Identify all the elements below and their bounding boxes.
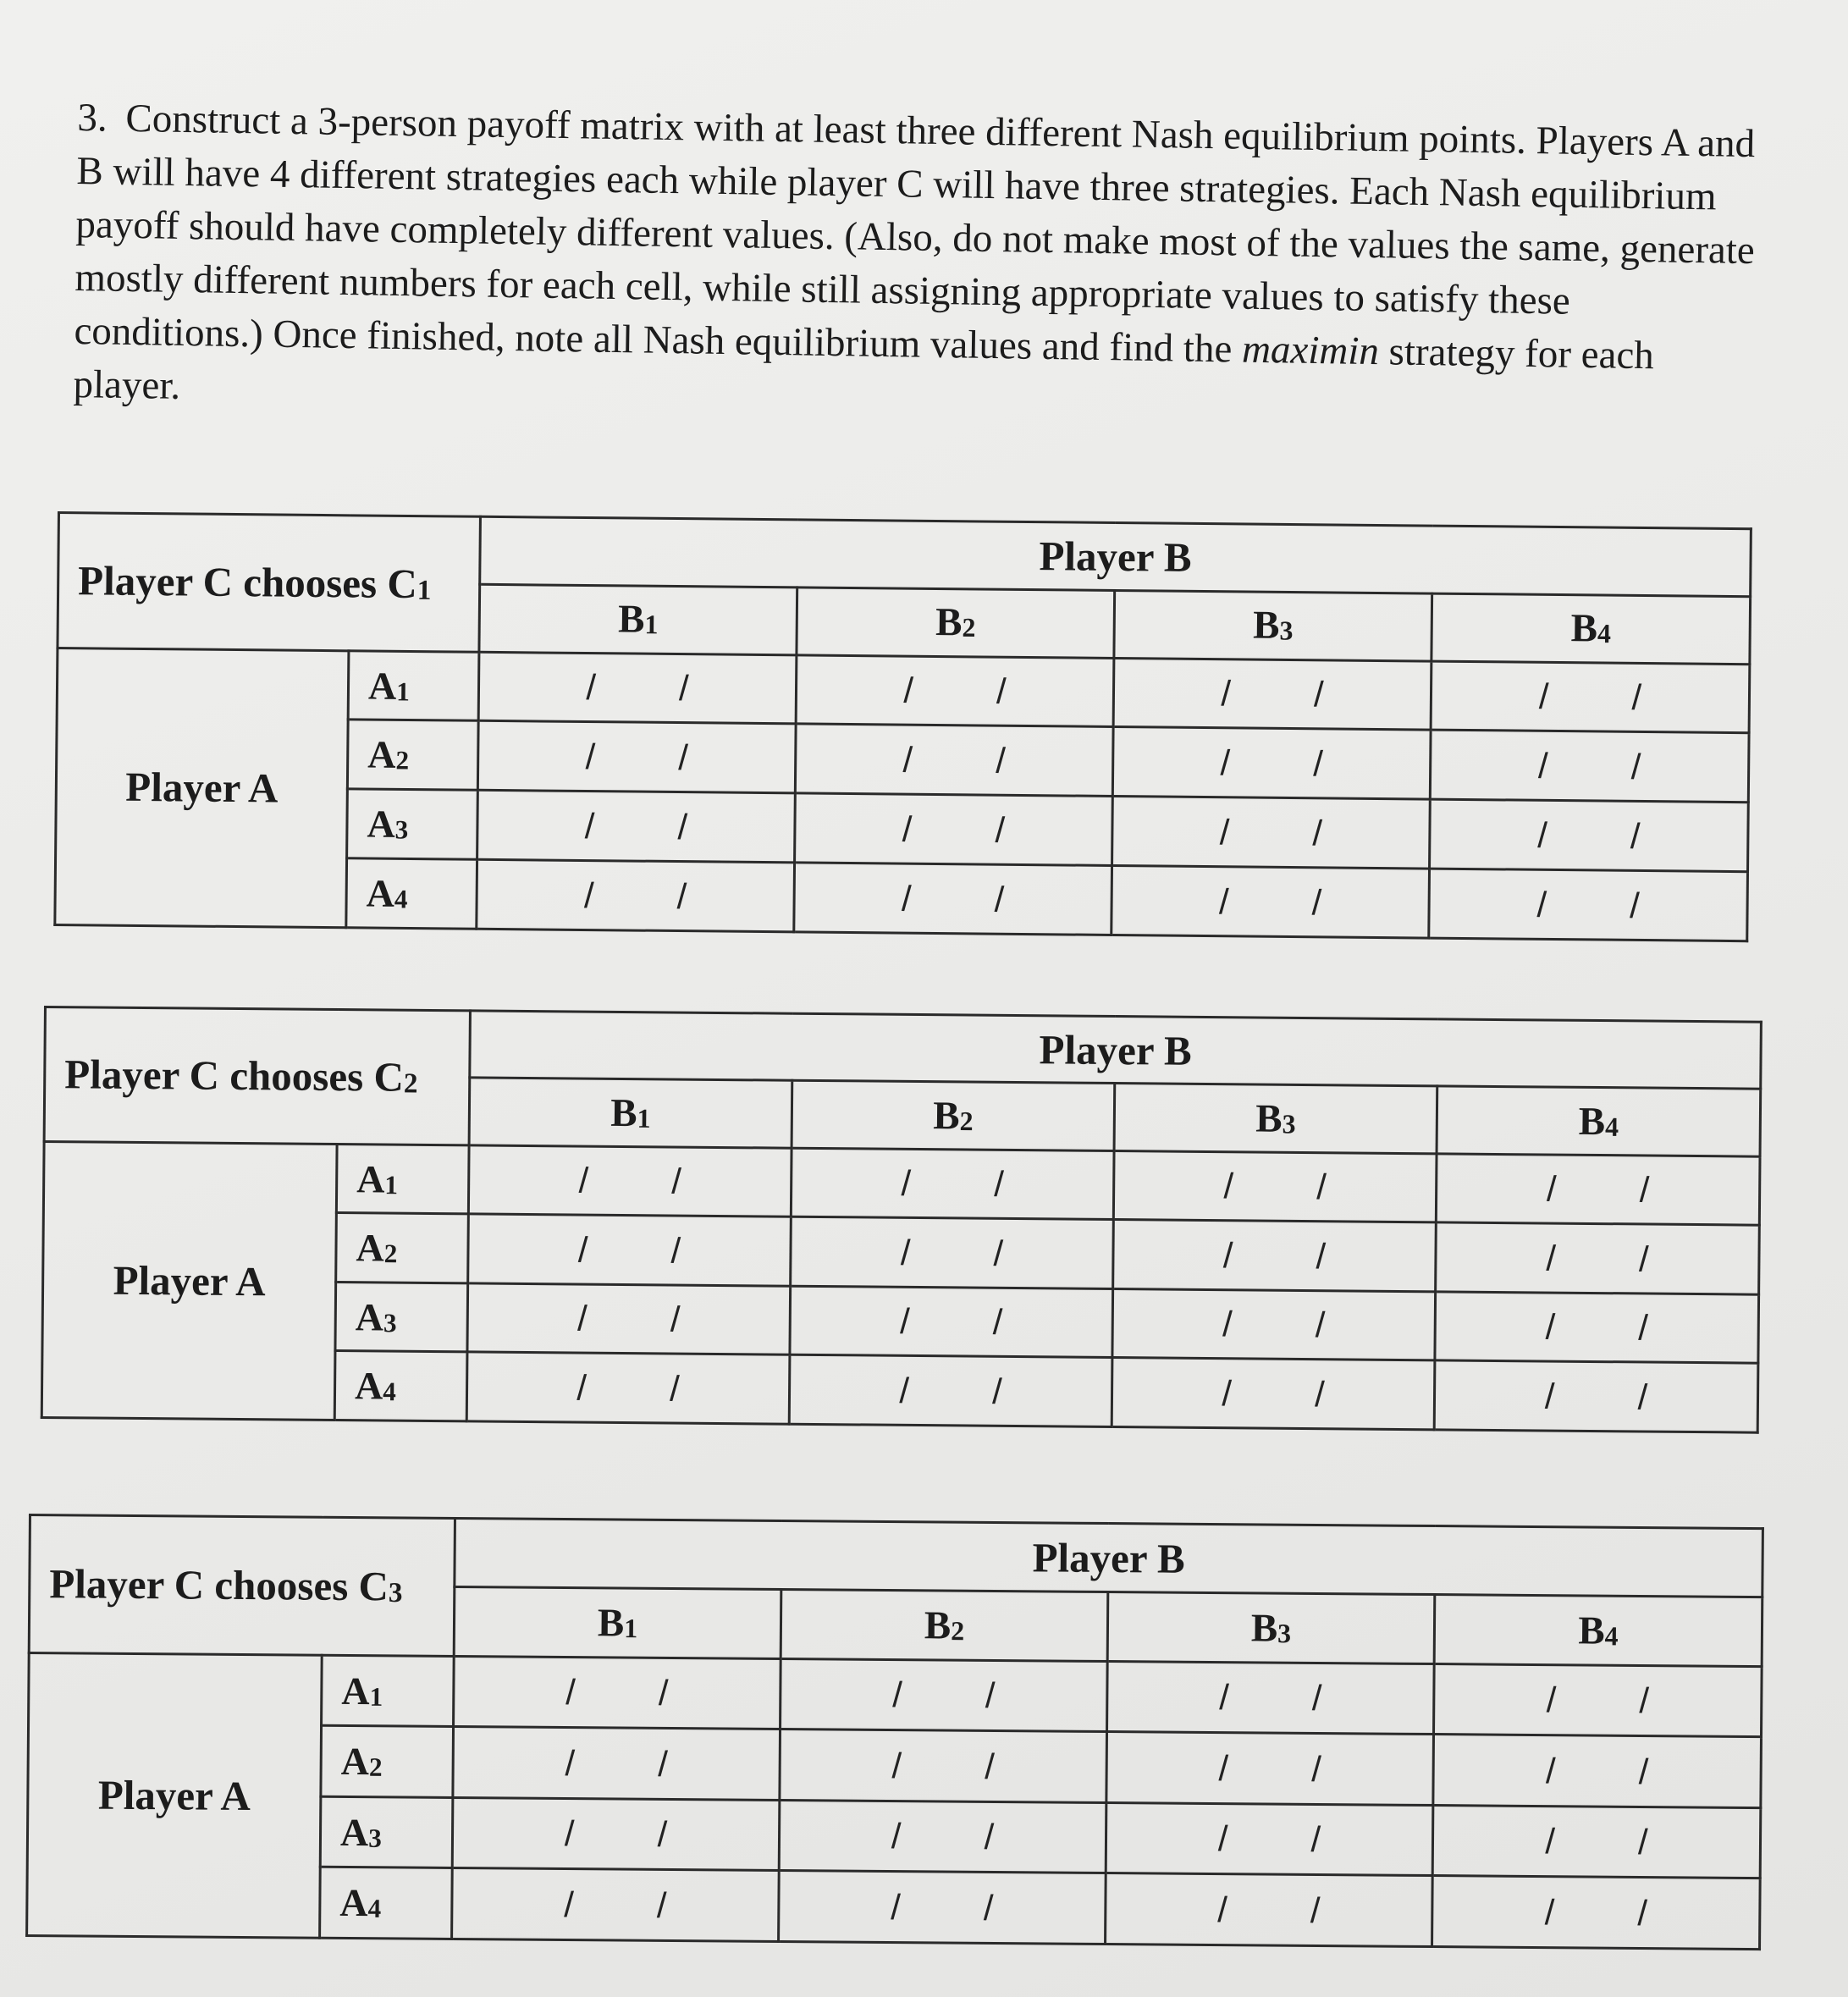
- corner-player-c: Player C chooses C: [64, 1051, 405, 1101]
- column-letter: B: [610, 1090, 637, 1135]
- payoff-separator: /: [1221, 673, 1232, 714]
- column-header-b4: [1437, 1086, 1761, 1156]
- payoff-separator: /: [899, 1370, 910, 1410]
- payoff-separator: /: [1629, 885, 1641, 925]
- column-letter: B: [597, 1600, 625, 1646]
- player-a-header: Player A: [55, 648, 349, 928]
- payoff-cell[interactable]: [794, 863, 1112, 935]
- player-c-choice-label: [29, 1515, 455, 1657]
- row-letter: A: [355, 1294, 384, 1339]
- payoff-separator: /: [899, 1301, 911, 1342]
- payoff-separator: /: [985, 1746, 996, 1786]
- corner-subscript: 1: [416, 574, 432, 606]
- payoff-separator: /: [993, 1233, 1004, 1273]
- column-subscript: 1: [637, 1103, 651, 1134]
- payoff-cell[interactable]: [478, 652, 797, 724]
- row-letter: A: [354, 1364, 383, 1408]
- row-header-a4: [346, 858, 477, 929]
- payoff-cell[interactable]: [781, 1658, 1108, 1732]
- row-subscript: 4: [383, 1376, 397, 1407]
- row-subscript: 3: [383, 1307, 397, 1338]
- player-b-header: Player B: [455, 1518, 1763, 1597]
- row-header-a1: [336, 1144, 469, 1214]
- payoff-separator: /: [670, 1299, 681, 1339]
- payoff-separator: /: [1545, 1306, 1556, 1347]
- payoff-separator: /: [1223, 1166, 1234, 1206]
- payoff-separator: /: [583, 874, 594, 915]
- payoff-cell[interactable]: [790, 1286, 1113, 1358]
- payoff-separator: /: [1637, 1822, 1648, 1862]
- problem-text-end: strategy for each player.: [73, 329, 1655, 408]
- payoff-cell[interactable]: [454, 1656, 781, 1729]
- row-letter: A: [367, 732, 396, 777]
- payoff-separator: /: [564, 1884, 575, 1924]
- row-subscript: 2: [368, 1752, 383, 1782]
- column-subscript: 3: [1279, 615, 1294, 646]
- problem-number: 3.: [77, 95, 108, 141]
- column-header-b3: [1107, 1592, 1435, 1663]
- payoff-separator: /: [1537, 814, 1548, 855]
- payoff-cell[interactable]: [477, 721, 796, 793]
- row-letter: A: [339, 1810, 369, 1854]
- payoff-separator: /: [991, 1371, 1002, 1411]
- payoff-separator: /: [900, 1232, 911, 1272]
- payoff-cell[interactable]: [795, 724, 1113, 796]
- payoff-separator: /: [669, 1368, 680, 1409]
- row-letter: A: [356, 1226, 384, 1270]
- row-letter: A: [339, 1881, 368, 1925]
- payoff-cell[interactable]: [789, 1355, 1112, 1427]
- payoff-matrix-c3: [25, 1514, 1764, 1950]
- column-header-b4: [1434, 1595, 1762, 1666]
- payoff-separator: /: [892, 1674, 903, 1715]
- payoff-separator: /: [1546, 1168, 1557, 1209]
- row-header-a4: [320, 1867, 453, 1939]
- column-header-b1: [479, 584, 797, 654]
- payoff-cell[interactable]: [1434, 1663, 1762, 1737]
- payoff-separator: /: [1220, 742, 1231, 783]
- payoff-separator: /: [985, 1675, 996, 1716]
- payoff-cell[interactable]: [779, 1871, 1106, 1945]
- payoff-separator: /: [565, 1742, 576, 1783]
- payoff-cell[interactable]: [795, 793, 1113, 865]
- payoff-cell[interactable]: [780, 1729, 1107, 1803]
- payoff-cell[interactable]: [1436, 1154, 1760, 1226]
- payoff-separator: /: [1545, 1750, 1556, 1790]
- payoff-cell[interactable]: [467, 1283, 791, 1355]
- payoff-separator: /: [1219, 811, 1230, 852]
- payoff-cell[interactable]: [1113, 1150, 1437, 1222]
- row-header-a3: [347, 789, 478, 859]
- column-subscript: 2: [959, 1106, 974, 1136]
- corner-subscript: 2: [403, 1067, 418, 1100]
- payoff-separator: /: [1637, 1376, 1648, 1417]
- payoff-separator: /: [1310, 1819, 1321, 1860]
- row-header-a3: [335, 1282, 468, 1352]
- payoff-separator: /: [1218, 880, 1229, 921]
- payoff-separator: /: [678, 736, 689, 778]
- column-subscript: 1: [624, 1613, 638, 1643]
- payoff-separator: /: [1217, 1889, 1228, 1929]
- payoff-cell[interactable]: [1106, 1873, 1433, 1947]
- payoff-cell[interactable]: [1106, 1732, 1434, 1806]
- payoff-cell[interactable]: [1430, 799, 1749, 871]
- payoff-separator: /: [1544, 1376, 1555, 1416]
- column-subscript: 3: [1277, 1618, 1292, 1648]
- payoff-separator: /: [1546, 1238, 1557, 1278]
- payoff-separator: /: [1639, 1680, 1650, 1721]
- payoff-separator: /: [1631, 676, 1642, 717]
- payoff-separator: /: [1311, 1748, 1322, 1789]
- row-subscript: 1: [396, 676, 411, 707]
- payoff-separator: /: [1217, 1818, 1228, 1859]
- row-letter: A: [367, 802, 395, 847]
- column-letter: B: [1578, 1608, 1605, 1653]
- payoff-cell[interactable]: [1112, 1358, 1435, 1430]
- payoff-separator: /: [1546, 1680, 1557, 1720]
- payoff-separator: /: [902, 739, 913, 780]
- column-letter: B: [933, 1093, 960, 1139]
- payoff-separator: /: [1536, 884, 1547, 924]
- column-subscript: 3: [1282, 1109, 1296, 1139]
- payoff-cell[interactable]: [791, 1148, 1114, 1220]
- payoff-cell[interactable]: [1112, 866, 1430, 938]
- payoff-cell[interactable]: [1429, 869, 1748, 941]
- payoff-separator: /: [1314, 1373, 1325, 1414]
- player-a-header: Player A: [27, 1652, 323, 1938]
- payoff-separator: /: [1310, 1889, 1321, 1930]
- payoff-cell[interactable]: [1432, 1876, 1761, 1950]
- corner-player-c: Player C chooses C: [77, 557, 418, 607]
- corner-player-c: Player C chooses C: [49, 1560, 389, 1610]
- row-header-a2: [321, 1726, 454, 1798]
- column-letter: B: [1578, 1099, 1606, 1144]
- payoff-cell[interactable]: [468, 1145, 792, 1217]
- payoff-separator: /: [586, 667, 597, 708]
- payoff-separator: /: [891, 1886, 902, 1927]
- payoff-separator: /: [676, 875, 687, 916]
- column-subscript: 2: [962, 613, 976, 643]
- payoff-separator: /: [891, 1816, 902, 1856]
- column-header-b1: [454, 1587, 781, 1658]
- row-subscript: 4: [367, 1893, 382, 1924]
- player-b-header: Player B: [480, 516, 1751, 596]
- row-letter: A: [367, 664, 397, 708]
- row-subscript: 1: [384, 1169, 399, 1200]
- column-letter: B: [924, 1603, 952, 1648]
- column-subscript: 2: [951, 1615, 965, 1646]
- row-header-a3: [320, 1796, 453, 1868]
- row-letter: A: [356, 1156, 385, 1201]
- maximin-emphasis: maximin: [1241, 327, 1380, 374]
- payoff-cell[interactable]: [1106, 1802, 1433, 1876]
- payoff-separator: /: [577, 1229, 588, 1270]
- row-header-a2: [347, 720, 478, 790]
- row-subscript: 2: [395, 745, 410, 775]
- payoff-cell[interactable]: [1434, 1360, 1758, 1432]
- payoff-cell[interactable]: [1113, 1220, 1437, 1292]
- column-letter: B: [1570, 606, 1598, 651]
- payoff-separator: /: [1222, 1304, 1233, 1344]
- column-letter: B: [617, 597, 645, 642]
- payoff-separator: /: [1218, 1747, 1229, 1788]
- payoff-separator: /: [1311, 1678, 1322, 1718]
- payoff-separator: /: [565, 1672, 576, 1713]
- column-subscript: 4: [1597, 619, 1612, 649]
- payoff-cell[interactable]: [1431, 661, 1750, 733]
- payoff-separator: /: [901, 878, 912, 919]
- row-subscript: 3: [368, 1823, 383, 1853]
- payoff-separator: /: [1545, 1821, 1556, 1862]
- payoff-separator: /: [984, 1817, 995, 1857]
- player-c-choice-label: [58, 513, 481, 652]
- payoff-separator: /: [1537, 745, 1548, 786]
- payoff-separator: /: [1312, 812, 1323, 853]
- payoff-separator: /: [996, 670, 1007, 711]
- payoff-cell[interactable]: [779, 1800, 1106, 1873]
- payoff-separator: /: [585, 736, 596, 776]
- payoff-matrix-c1: [53, 511, 1752, 942]
- player-c-choice-label: [44, 1007, 470, 1145]
- payoff-separator: /: [1219, 1677, 1230, 1718]
- payoff-cell[interactable]: [1112, 1288, 1436, 1360]
- column-subscript: 4: [1604, 1112, 1619, 1142]
- payoff-separator: /: [670, 1230, 681, 1271]
- payoff-separator: /: [1538, 676, 1549, 716]
- payoff-separator: /: [657, 1814, 668, 1855]
- payoff-separator: /: [677, 806, 688, 847]
- payoff-separator: /: [1313, 674, 1324, 714]
- problem-text: Construct a 3-person payoff matrix with at least three different Nash equilibrium points. Players A and B will have 4 different strategies each while player C will have three strategies. Each Nash equilibrium payoff should have completely different values. (Also, do not make most of the values the same, generate mostly different numbers for each cell, while still assigning appropriate values to satisfy these conditions.) Once finished, note all Nash equilibrium values and find the: [74, 96, 1756, 372]
- payoff-separator: /: [983, 1887, 994, 1928]
- payoff-separator: /: [1222, 1372, 1233, 1413]
- payoff-cell[interactable]: [453, 1727, 781, 1801]
- payoff-separator: /: [1544, 1891, 1555, 1932]
- column-subscript: 1: [644, 610, 659, 640]
- payoff-separator: /: [1311, 881, 1322, 922]
- payoff-separator: /: [656, 1884, 667, 1925]
- player-a-header: Player A: [41, 1141, 337, 1420]
- payoff-separator: /: [576, 1367, 587, 1408]
- payoff-cell[interactable]: [452, 1797, 780, 1871]
- payoff-separator: /: [671, 1161, 682, 1201]
- payoff-separator: /: [1315, 1305, 1326, 1345]
- payoff-separator: /: [1638, 1307, 1649, 1348]
- column-header-b3: [1114, 1084, 1437, 1154]
- payoff-separator: /: [891, 1745, 902, 1785]
- row-subscript: 4: [394, 884, 408, 914]
- payoff-separator: /: [994, 879, 1005, 919]
- payoff-separator: /: [1638, 1751, 1649, 1791]
- payoff-separator: /: [678, 668, 689, 709]
- payoff-separator: /: [1316, 1235, 1327, 1276]
- payoff-cell[interactable]: [1430, 731, 1749, 803]
- payoff-separator: /: [1637, 1892, 1648, 1933]
- column-header-b4: [1432, 593, 1751, 664]
- row-letter: A: [340, 1740, 370, 1784]
- column-letter: B: [1250, 1606, 1278, 1651]
- column-header-b2: [781, 1590, 1108, 1661]
- payoff-cell[interactable]: [1107, 1661, 1435, 1735]
- row-letter: A: [366, 871, 395, 915]
- payoff-cell[interactable]: [791, 1217, 1114, 1289]
- payoff-separator: /: [901, 1163, 912, 1204]
- payoff-separator: /: [1316, 1167, 1327, 1207]
- payoff-separator: /: [1630, 746, 1641, 786]
- column-header-b1: [469, 1078, 792, 1148]
- payoff-separator: /: [1313, 743, 1324, 784]
- column-letter: B: [935, 600, 963, 645]
- row-header-a1: [322, 1655, 455, 1727]
- player-b-header: Player B: [470, 1011, 1762, 1090]
- payoff-cell[interactable]: [468, 1214, 792, 1286]
- payoff-separator: /: [992, 1301, 1003, 1343]
- payoff-cell[interactable]: [1113, 658, 1432, 730]
- row-subscript: 3: [394, 814, 409, 845]
- corner-subscript: 3: [388, 1577, 403, 1609]
- payoff-separator: /: [584, 805, 595, 846]
- payoff-separator: /: [658, 1743, 669, 1784]
- payoff-separator: /: [658, 1672, 669, 1713]
- column-letter: B: [1255, 1096, 1283, 1141]
- payoff-matrix-c2: [41, 1006, 1762, 1434]
- payoff-cell[interactable]: [1435, 1292, 1759, 1364]
- payoff-cell[interactable]: [1436, 1222, 1760, 1294]
- payoff-cell[interactable]: [477, 859, 795, 931]
- payoff-separator: /: [1638, 1238, 1649, 1279]
- payoff-cell[interactable]: [1432, 1805, 1761, 1878]
- payoff-cell[interactable]: [1433, 1735, 1762, 1808]
- payoff-separator: /: [996, 740, 1007, 781]
- payoff-separator: /: [902, 808, 913, 849]
- payoff-cell[interactable]: [1112, 797, 1431, 869]
- payoff-cell[interactable]: [796, 654, 1114, 726]
- column-header-b2: [792, 1081, 1115, 1151]
- column-subscript: 4: [1604, 1620, 1619, 1652]
- row-subscript: 2: [383, 1238, 398, 1269]
- payoff-cell[interactable]: [1112, 727, 1431, 799]
- payoff-cell[interactable]: [466, 1352, 790, 1424]
- row-letter: A: [341, 1669, 370, 1713]
- payoff-separator: /: [994, 1163, 1005, 1205]
- payoff-separator: /: [1222, 1234, 1233, 1275]
- payoff-cell[interactable]: [452, 1868, 780, 1942]
- payoff-separator: /: [564, 1813, 575, 1854]
- column-letter: B: [1252, 603, 1280, 648]
- payoff-separator: /: [1630, 815, 1641, 856]
- problem-statement: [73, 91, 1771, 438]
- row-subscript: 1: [369, 1681, 383, 1712]
- row-header-a4: [334, 1351, 467, 1421]
- column-header-b3: [1114, 590, 1432, 660]
- payoff-separator: /: [1639, 1169, 1650, 1210]
- payoff-separator: /: [903, 670, 914, 710]
- payoff-cell[interactable]: [477, 791, 796, 863]
- row-header-a2: [336, 1213, 469, 1283]
- column-header-b2: [797, 588, 1115, 658]
- row-header-a1: [348, 650, 479, 720]
- payoff-separator: /: [578, 1160, 589, 1200]
- payoff-separator: /: [576, 1298, 588, 1338]
- payoff-separator: /: [995, 809, 1006, 850]
